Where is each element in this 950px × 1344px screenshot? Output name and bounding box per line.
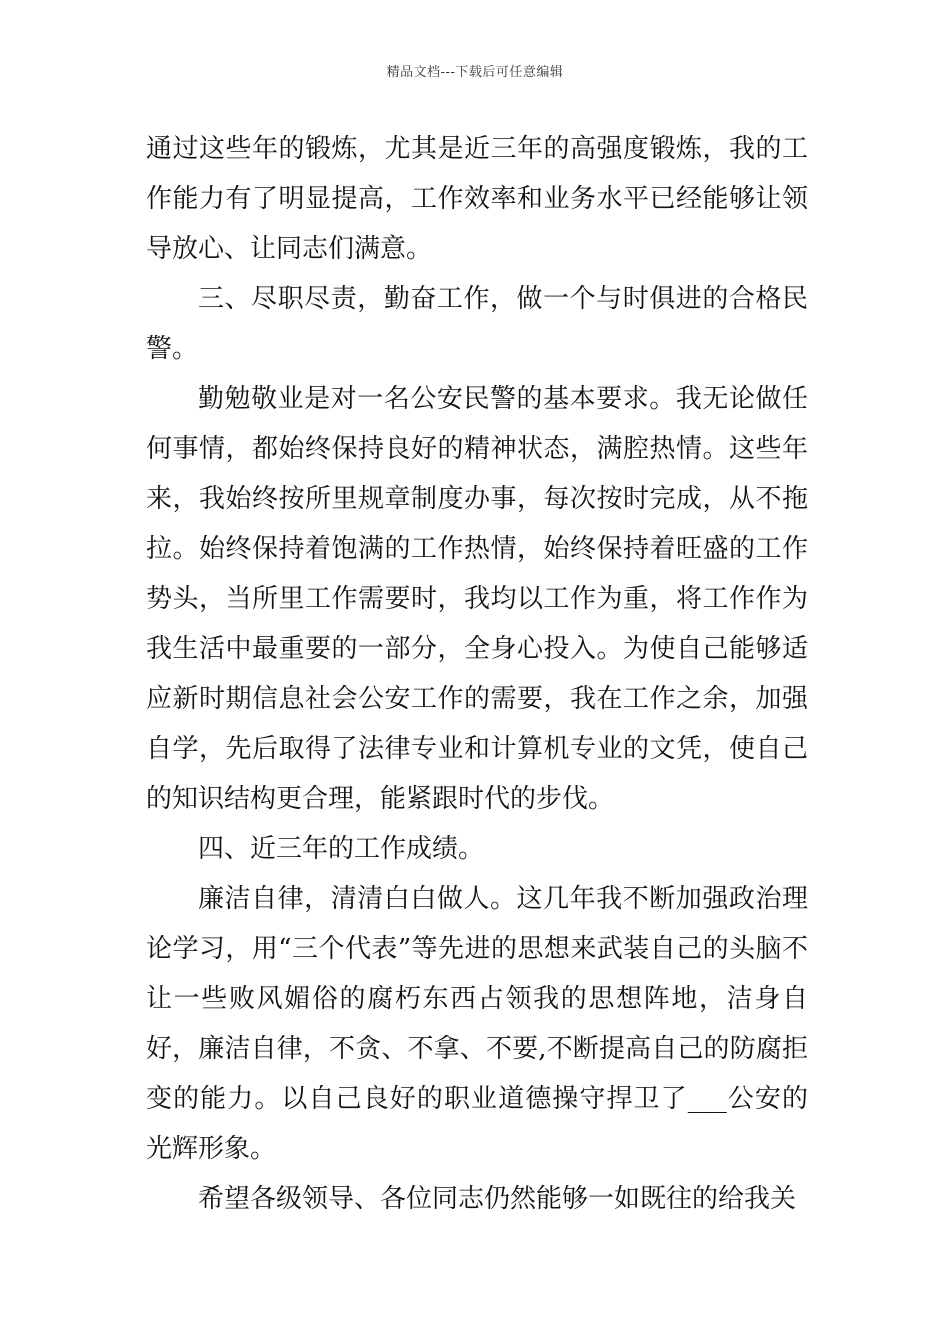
paragraph-closing: 希望各级领导、各位同志仍然能够一如既往的给我关 <box>198 1184 797 1214</box>
page-header: 精品文档---下载后可任意编辑 <box>386 65 564 80</box>
section-heading-three: 三、尽职尽责，勤奋工作，做一个与时俱进的合格民警。 <box>146 284 808 364</box>
section-heading-four: 四、近三年的工作成绩。 <box>198 834 485 864</box>
paragraph-continued: 通过这些年的锻炼，尤其是近三年的高强度锻炼，我的工作能力有了明显提高，工作效率和业务水平已经能够让领导放心、让同志们满意。 <box>146 134 808 264</box>
paragraph-integrity: 廉洁自律，清清白白做人。这几年我不断加强政治理论学习，用“三个代表”等先进的思想来武装自己的头脑不让一些败风媚俗的腐朽东西占领我的思想阵地，洁身自好，廉洁自律，不贪、不拿、不要,不断提高自己的防腐拒变的能力。以自己良好的职业道德操守捍卫了___公安的光辉形象。 <box>146 884 808 1164</box>
paragraph-diligence: 勤勉敬业是对一名公安民警的基本要求。我无论做任何事情，都始终保持良好的精神状态，满腔热情。这些年来，我始终按所里规章制度办事，每次按时完成，从不拖拉。始终保持着饱满的工作热情，始终保持着旺盛的工作势头，当所里工作需要时，我均以工作为重，将工作作为我生活中最重要的一部分，全身心投入。为使自己能够适应新时期信息社会公安工作的需要，我在工作之余，加强自学，先后取得了法律专业和计算机专业的文凭，使自己的知识结构更合理，能紧跟时代的步伐。 <box>146 384 808 814</box>
document-body <box>146 124 808 1224</box>
